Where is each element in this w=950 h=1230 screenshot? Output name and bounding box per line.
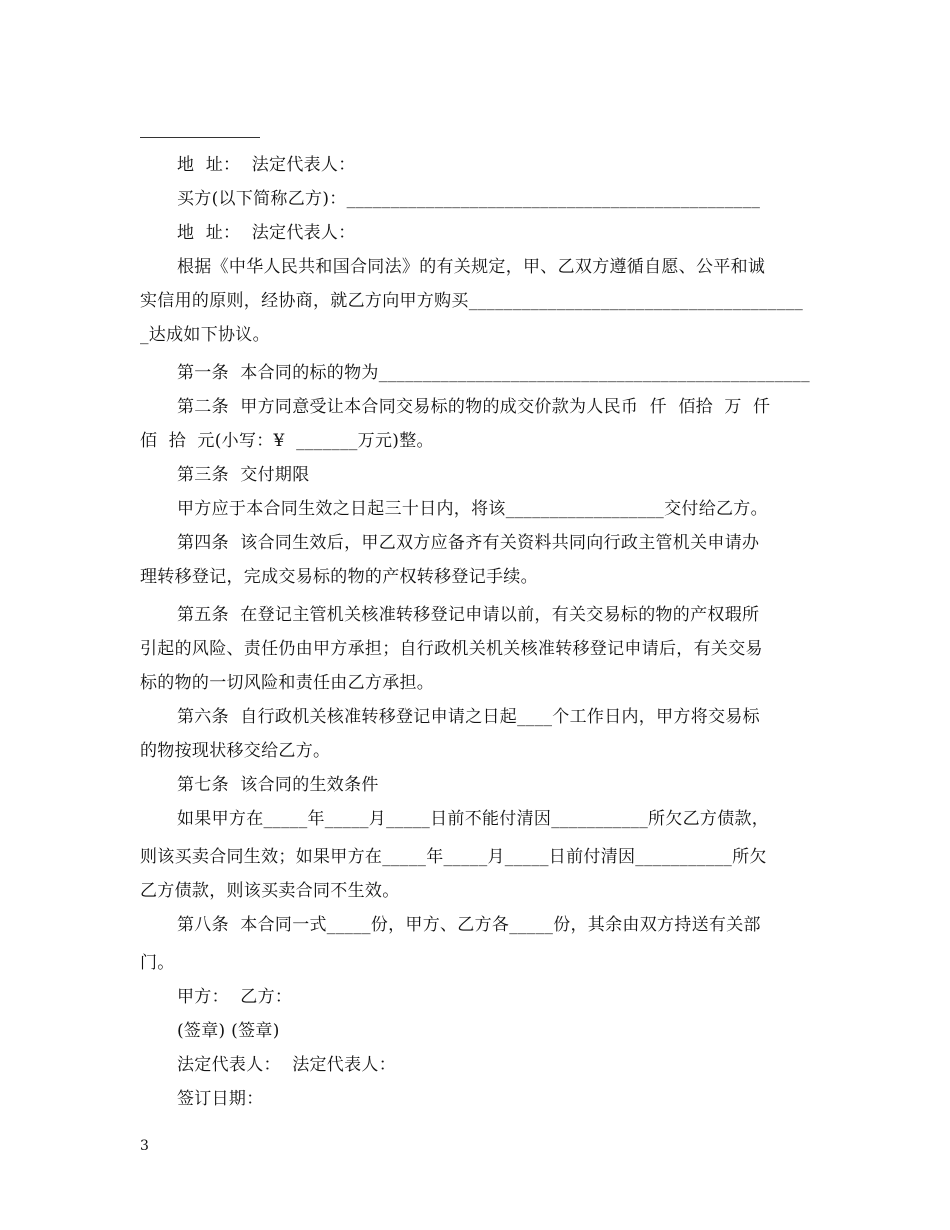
line-parties: 甲方： 乙方： bbox=[177, 987, 293, 1007]
line-article-6b: 的物按现状移交给乙方。 bbox=[140, 741, 331, 761]
line-article-5b: 引起的风险、责任仍由甲方承担；自行政机关机关核准转移登记申请后，有关交易 bbox=[140, 639, 763, 659]
line-preamble-1: 根据《中华人民共和国合同法》的有关规定，甲、乙双方遵循自愿、公平和诚 bbox=[177, 257, 766, 277]
line-article-8b: 门。 bbox=[140, 953, 175, 973]
line-seals: (签章) (签章) bbox=[177, 1021, 280, 1041]
line-article-7b: 则该买卖合同生效；如果甲方在_____年_____月_____日前付清因___________所欠 bbox=[140, 847, 767, 867]
line-legal-reps: 法定代表人： 法定代表人： bbox=[177, 1055, 397, 1075]
line-sign-date: 签订日期： bbox=[177, 1089, 264, 1109]
page-number: 3 bbox=[140, 1138, 149, 1154]
top-rule bbox=[140, 137, 260, 138]
line-article-5c: 标的物的一切风险和责任由乙方承担。 bbox=[140, 673, 435, 693]
line-preamble-3: _达成如下协议。 bbox=[140, 325, 270, 345]
line-article-5a: 第五条 在登记主管机关核准转移登记申请以前，有关交易标的物的产权瑕所 bbox=[177, 605, 760, 625]
line-article-4b: 理转移登记，完成交易标的物的产权转移登记手续。 bbox=[140, 567, 538, 587]
line-article-1: 第一条 本合同的标的物为_________________________________________________ bbox=[177, 363, 810, 383]
line-address-1: 地 址： 法定代表人： bbox=[177, 155, 356, 175]
line-article-7c: 乙方债款，则该买卖合同不生效。 bbox=[140, 881, 400, 901]
line-article-2a: 第二条 甲方同意受让本合同交易标的物的成交价款为人民币 仟 佰拾 万 仟 bbox=[177, 397, 771, 417]
line-article-4a: 第四条 该合同生效后，甲乙双方应备齐有关资料共同向行政主管机关申请办 bbox=[177, 533, 760, 553]
line-article-2b: 佰 拾 元(小写：¥ _______万元)整。 bbox=[140, 431, 434, 451]
line-article-8a: 第八条 本合同一式_____份，甲方、乙方各_____份，其余由双方持送有关部 bbox=[177, 915, 761, 935]
line-article-7a: 如果甲方在_____年_____月_____日前不能付清因___________所欠乙方债款， bbox=[177, 809, 770, 829]
line-article-3-title: 第三条 交付期限 bbox=[177, 465, 310, 485]
line-article-7-title: 第七条 该合同的生效条件 bbox=[177, 775, 379, 795]
line-address-2: 地 址： 法定代表人： bbox=[177, 223, 356, 243]
line-preamble-2: 实信用的原则，经协商，就乙方向甲方购买______________________________________ bbox=[140, 291, 804, 311]
line-article-3-body: 甲方应于本合同生效之日起三十日内，将该__________________交付给乙方。 bbox=[177, 499, 768, 519]
line-article-6a: 第六条 自行政机关核准转移登记申请之日起____个工作日内，甲方将交易标 bbox=[177, 707, 760, 727]
line-buyer: 买方(以下简称乙方)：_______________________________________________ bbox=[177, 189, 761, 209]
